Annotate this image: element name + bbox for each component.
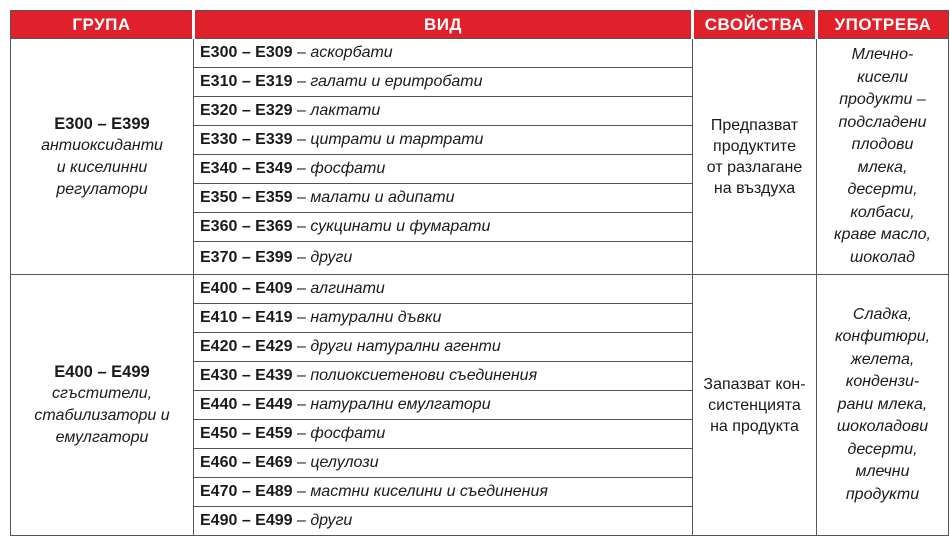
type-range: Е360 – Е369	[200, 218, 293, 235]
type-range: Е420 – Е429	[200, 338, 293, 355]
properties-cell: Запазват кон- систенцията на продукта	[693, 275, 817, 536]
type-range: Е460 – Е469	[200, 454, 293, 471]
type-range: Е410 – Е419	[200, 309, 293, 326]
header-row	[11, 11, 949, 39]
type-range: Е310 – Е319	[200, 73, 293, 90]
type-range: Е340 – Е349	[200, 160, 293, 177]
type-name: лактати	[310, 102, 381, 119]
type-name: алгинати	[310, 280, 385, 297]
type-name: аскорбати	[310, 44, 393, 61]
header-usage: УПОТРЕБА	[817, 11, 949, 39]
type-range: Е430 – Е439	[200, 367, 293, 384]
table-row: Е470 – Е489 – мастни киселини и съединения	[11, 478, 949, 507]
type-range: Е330 – Е339	[200, 131, 293, 148]
table-row: Е360 – Е369 – сукцинати и фумарати	[11, 213, 949, 242]
table-row: Е400 – Е499 сгъстители, стабилизатори и емулгатори Е400 – Е409 – алгинати Запазват кон- систенцията на продукта Сладка, конфитюри, желета, кондензи- рани млека, шоколадови десерти, млечни продукти	[11, 275, 949, 304]
table-row: Е350 – Е359 – малати и адипати	[11, 184, 949, 213]
type-name: фосфати	[310, 160, 386, 177]
usage-cell: Млечно- кисели продукти – подсладени плодови млека, десерти, колбаси, краве масло, шоколад	[817, 39, 949, 275]
type-range: Е440 – Е449	[200, 396, 293, 413]
type-range: Е400 – Е409	[200, 280, 293, 297]
type-name: натурални дъвки	[310, 309, 442, 326]
type-name: галати и еритробати	[310, 73, 483, 90]
type-name: целулози	[310, 454, 379, 471]
table-row: Е340 – Е349 – фосфати	[11, 155, 949, 184]
usage-cell: Сладка, конфитюри, желета, кондензи- рани млека, шоколадови десерти, млечни продукти	[817, 275, 949, 536]
table-row: Е490 – Е499 – други	[11, 507, 949, 536]
table-row: Е330 – Е339 – цитрати и тартрати	[11, 126, 949, 155]
table-row: Е430 – Е439 – полиоксиетенови съединения	[11, 362, 949, 391]
type-name: други	[310, 249, 353, 266]
type-range: Е350 – Е359	[200, 189, 293, 206]
type-name: фосфати	[310, 425, 386, 442]
group-code: Е400 – Е499	[54, 363, 150, 381]
group-description: сгъстители, стабилизатори и емулгатори	[34, 385, 170, 446]
type-name: полиоксиетенови съединения	[310, 367, 538, 384]
properties-cell: Предпазват продуктите от разлагане на въздуха	[693, 39, 817, 275]
type-range: Е300 – Е309	[200, 44, 293, 61]
header-properties: СВОЙСТВА	[693, 11, 817, 39]
group-cell-thickeners	[11, 275, 194, 536]
type-name: натурални емулгатори	[310, 396, 491, 413]
type-name: цитрати и тартрати	[310, 131, 484, 148]
type-name: сукцинати и фумарати	[310, 218, 491, 235]
header-group: ГРУПА	[11, 11, 194, 39]
type-range: Е490 – Е499	[200, 512, 293, 529]
additives-table	[10, 10, 949, 536]
table-row: Е450 – Е459 – фосфати	[11, 420, 949, 449]
group-code: Е300 – Е399	[54, 114, 150, 133]
table-row: Е300 – Е399 антиоксиданти и киселинни регулатори Е300 – Е309 – аскорбати Предпазват продуктите от разлагане на въздуха Млечно- кисели продукти – подсладени плодови млека, десерти, колбаси, краве масло, шоколад	[11, 39, 949, 68]
type-range: Е470 – Е489	[200, 483, 293, 500]
group-cell-antioxidants	[11, 39, 194, 275]
type-range: Е370 – Е399	[200, 249, 293, 266]
type-range: Е450 – Е459	[200, 425, 293, 442]
type-range: Е320 – Е329	[200, 102, 293, 119]
table-row: Е320 – Е329 – лактати	[11, 97, 949, 126]
table-row: Е460 – Е469 – целулози	[11, 449, 949, 478]
type-name: други	[310, 512, 353, 529]
type-name: мастни киселини и съединения	[310, 483, 548, 500]
table-row: Е420 – Е429 – други натурални агенти	[11, 333, 949, 362]
type-name: други натурални агенти	[310, 338, 501, 355]
type-name: малати и адипати	[310, 189, 455, 206]
table-row: Е370 – Е399 – други	[11, 242, 949, 275]
table-row: Е410 – Е419 – натурални дъвки	[11, 304, 949, 333]
table-row: Е310 – Е319 – галати и еритробати	[11, 68, 949, 97]
header-type: ВИД	[194, 11, 693, 39]
table-row: Е440 – Е449 – натурални емулгатори	[11, 391, 949, 420]
group-description: антиоксиданти и киселинни регулатори	[41, 136, 163, 198]
